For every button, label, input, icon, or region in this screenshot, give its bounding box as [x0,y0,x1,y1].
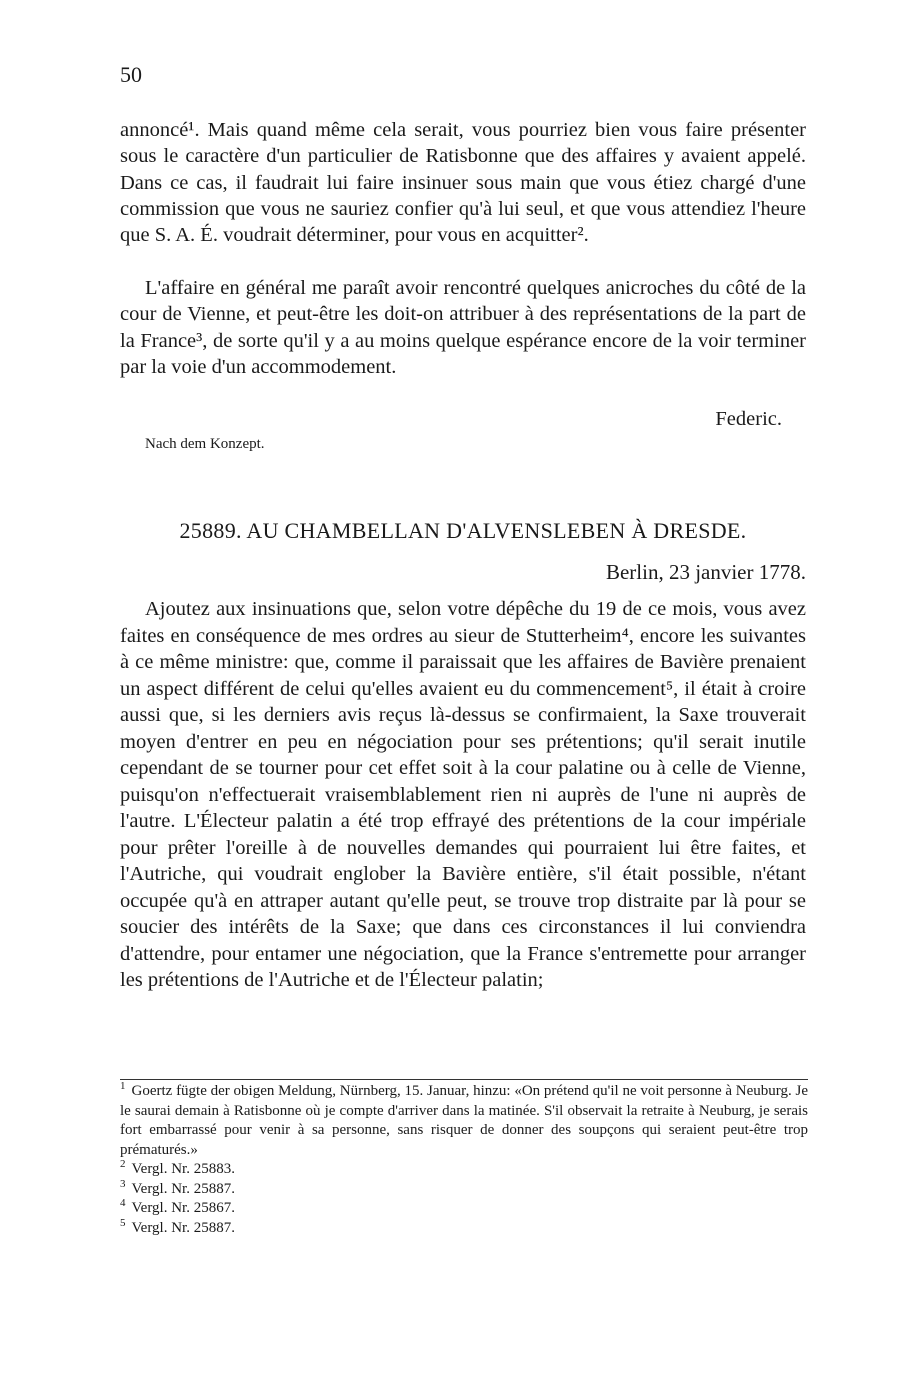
signature: Federic. [715,408,782,430]
footnote-1 [120,1082,808,1160]
footnote-2 [120,1160,808,1180]
footnote-mark: 5 [120,1216,126,1229]
footnote-text: Vergl. Nr. 25887. [131,1219,235,1236]
page-number: 50 [120,62,142,87]
paragraph-2: L'affaire en général me paraît avoir rencontré quelques anicroches du côté de la cour de Vienne, et peut-être les doit-on attribuer à des représentations de la part de la France³, de sorte qu'il y a au moins quelque espérance encore de la voir terminer par la voie d'un accommodement. [120,277,806,378]
footnote-text: Vergl. Nr. 25883. [131,1161,235,1177]
letter-heading: 25889. AU CHAMBELLAN D'ALVENSLEBEN À DRESDE. [179,518,747,543]
footnote-text: Vergl. Nr. 25867. [131,1200,235,1216]
footnote-text: Goertz fügte der obigen Meldung, Nürnberg, 15. Januar, hinzu: «On prétend qu'il ne voit personne à Neuburg. Je le saurai demain à Ratisbonne où je compte d'arriver dans la matinée. S'il observait la retraite à Neuburg, je serais fort embarrassé pour venir à sa personne, sans risquer de donner des soupçons qui seraient peut-être trop prématurés.» [120,1083,808,1158]
footnotes [120,1082,808,1238]
paragraph-1: annoncé¹. Mais quand même cela serait, vous pourriez bien vous faire présenter sous le caractère d'un particulier de Ratisbonne que des affaires y avaient appelé. Dans ce cas, il faudrait lui faire insinuer sous main que vous étiez chargé d'une commission que vous ne sauriez confier qu'à lui seul, et que vous attendiez l'heure que S. A. É. voudrait déterminer, pour vous en acquitter². [120,119,806,247]
footnote-mark: 2 [120,1158,126,1170]
footnote-4 [120,1199,808,1219]
source-note: Nach dem Konzept. [145,436,265,452]
paragraph-3: Ajoutez aux insinuations que, selon votre dépêche du 19 de ce mois, vous avez faites en conséquence de mes ordres au sieur de Stutterheim⁴, encore les suivantes à ce même ministre: que, comme il paraissait que les affaires de Bavière prenaient un aspect différent de celui qu'elles avaient eu du commencement⁵, il était à croire aussi que, si les derniers avis reçus là-dessus se confirmaient, la Saxe trouverait moyen d'entrer en peu en négociation pour ses prétentions; qu'il serait inutile cependant de se tourner pour cet effet soit à la cour palatine ou à celle de Vienne, puisqu'on n'effectuerait vraisemblablement rien ni auprès de l'une ni auprès de l'autre. L'Électeur palatin a été trop effrayé des prétentions de la cour impériale pour prêter l'oreille à de nouvelles demandes qui pourraient lui être faites, et l'Autriche, qui voudrait englober la Bavière entière, s'il était possible, n'étant occupée qu'à en attraper autant qu'elle peut, se trouve trop distraite par là pour se soucier des intérêts de la Saxe; que dans ces circonstances il lui conviendra d'attendre, pour entamer une négociation, que la France s'entremette pour arranger les prétentions de l'Autriche et de l'Électeur palatin; [120,598,806,991]
footnote-mark: 3 [120,1177,126,1190]
footnote-text: Vergl. Nr. 25887. [131,1180,235,1197]
footnote-mark: 1 [120,1080,126,1092]
footnote-3 [120,1177,808,1200]
dateline: Berlin, 23 janvier 1778. [605,560,806,584]
footnote-5 [120,1216,808,1239]
footnote-divider [120,1079,808,1080]
footnote-mark: 4 [120,1197,126,1209]
